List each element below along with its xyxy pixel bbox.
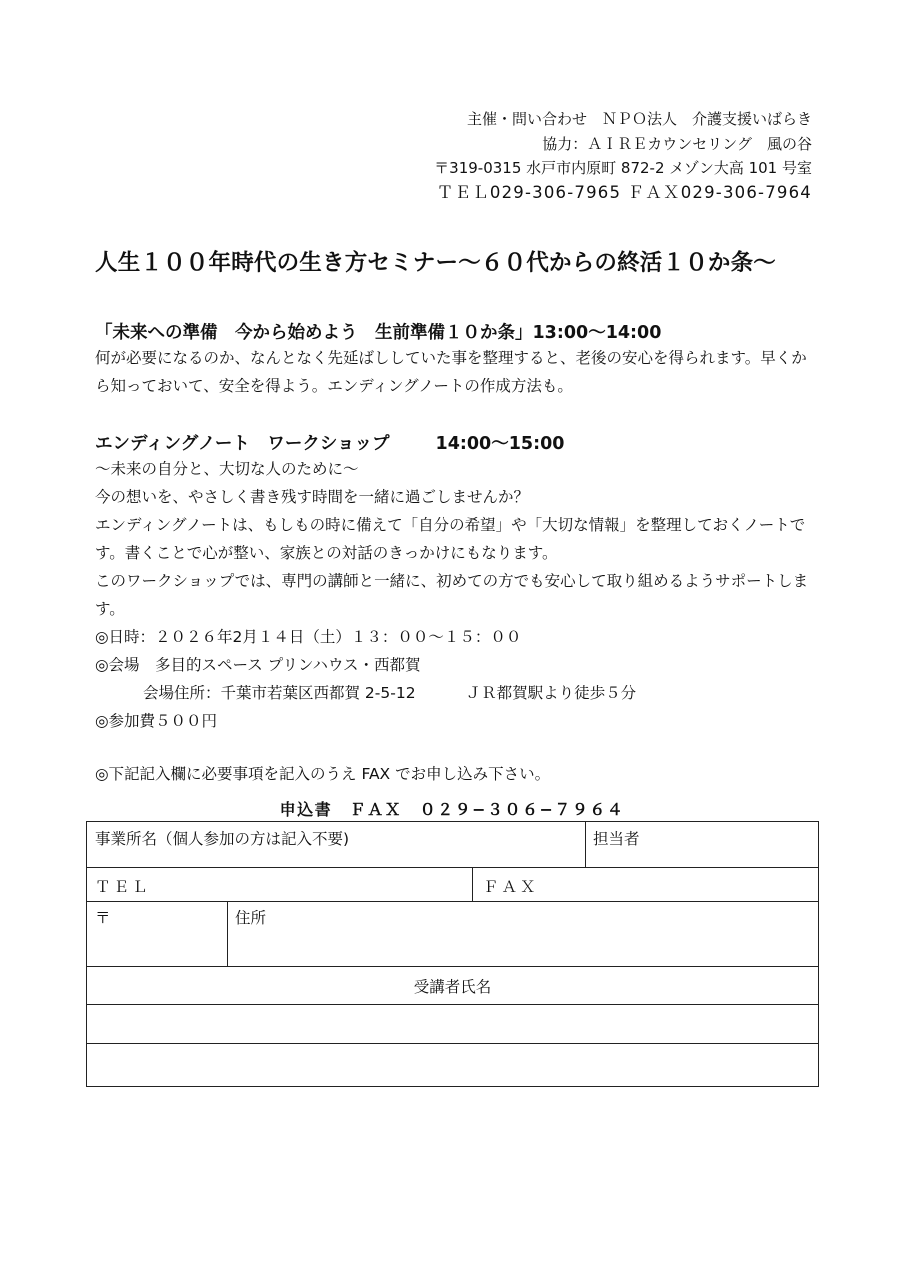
business-name-label: 事業所名（個人参加の方は記入不要): [95, 830, 350, 848]
attendee-header: [87, 966, 818, 1004]
organizer-info: [434, 107, 812, 205]
section2-lead: 今の想いを、やさしく書き残す時間を一緒に過ごしませんか？: [95, 488, 530, 506]
host-line: 主催・問い合わせ ＮＰＯ法人 介護支援いばらき: [466, 110, 812, 128]
section2-description: エンディングノートは、もしもの時に備えて「自分の希望」や「大切な情報」を整理しておくノートです。書くことで心が整い、家族との対話のきっかけにもなります。: [95, 516, 806, 562]
address-field[interactable]: [227, 901, 818, 966]
application-form: [86, 821, 819, 1087]
section2-support: このワークショップでは、専門の講師と一緒に、初めての方でも安心して取り組めるようサポートします。: [95, 572, 809, 618]
business-name-field[interactable]: [87, 822, 585, 867]
attendee-label: 受講者氏名: [413, 978, 492, 996]
form-title: 申込書 ＦＡＸ ０２９−３０６−７９６４: [279, 800, 625, 819]
attendee-name-field[interactable]: [87, 1004, 818, 1043]
venue-access: ＪＲ都賀駅より徒歩５分: [465, 684, 637, 702]
venue-address: 会場住所：千葉市若葉区西都賀 2-5-12: [143, 684, 416, 702]
attendee-name-field[interactable]: [87, 1043, 818, 1086]
address-line: 〒319-0315 水戸市内原町 872-2 メゾン大高 101 号室: [434, 159, 812, 177]
tel-fax-line: ＴＥＬ029-306-7965 ＦＡＸ029-306-7964: [436, 182, 812, 202]
fax-field[interactable]: [472, 867, 818, 901]
event-fee: ◎参加費５００円: [95, 712, 218, 730]
contact-person-field[interactable]: [585, 822, 818, 867]
section2-subtitle: ～未来の自分と、大切な人のために～: [95, 460, 359, 478]
fax-instruction: ◎下記記入欄に必要事項を記入のうえ FAX でお申し込み下さい。: [95, 765, 551, 783]
tel-label: ＴＥＬ: [95, 878, 151, 896]
tel-field[interactable]: [87, 867, 472, 901]
section2-body: [95, 455, 815, 735]
section2-time: 14:00～15:00: [435, 434, 565, 454]
page-title: 人生１００年時代の生き方セミナー～６０代からの終活１０か条～: [95, 250, 777, 276]
event-date: ◎日時：２０２６年2月１４日（土）１３：００～１５：００: [95, 628, 522, 646]
section2-title: エンディングノート ワークショップ: [95, 434, 390, 454]
event-venue: ◎会場 多目的スペース プリンハウス・西都賀: [95, 656, 421, 674]
contact-person-label: 担当者: [593, 830, 640, 848]
postal-label: 〒: [95, 909, 111, 927]
postal-code-field[interactable]: [87, 901, 227, 966]
section1-heading: 「未来への準備 今から始めよう 生前準備１０か条」13:00～14:00: [95, 323, 662, 343]
fax-label: ＦＡＸ: [483, 878, 539, 896]
venue-address-line: [95, 679, 815, 707]
section1-body: 何が必要になるのか、なんとなく先延ばししていた事を整理すると、老後の安心を得られます。早くから知っておいて、安全を得よう。エンディングノートの作成方法も。: [95, 349, 807, 395]
section2-heading: [95, 430, 564, 455]
cooperation-line: 協力：ＡＩＲＥカウンセリング 風の谷: [542, 134, 812, 153]
address-label: 住所: [235, 909, 267, 927]
